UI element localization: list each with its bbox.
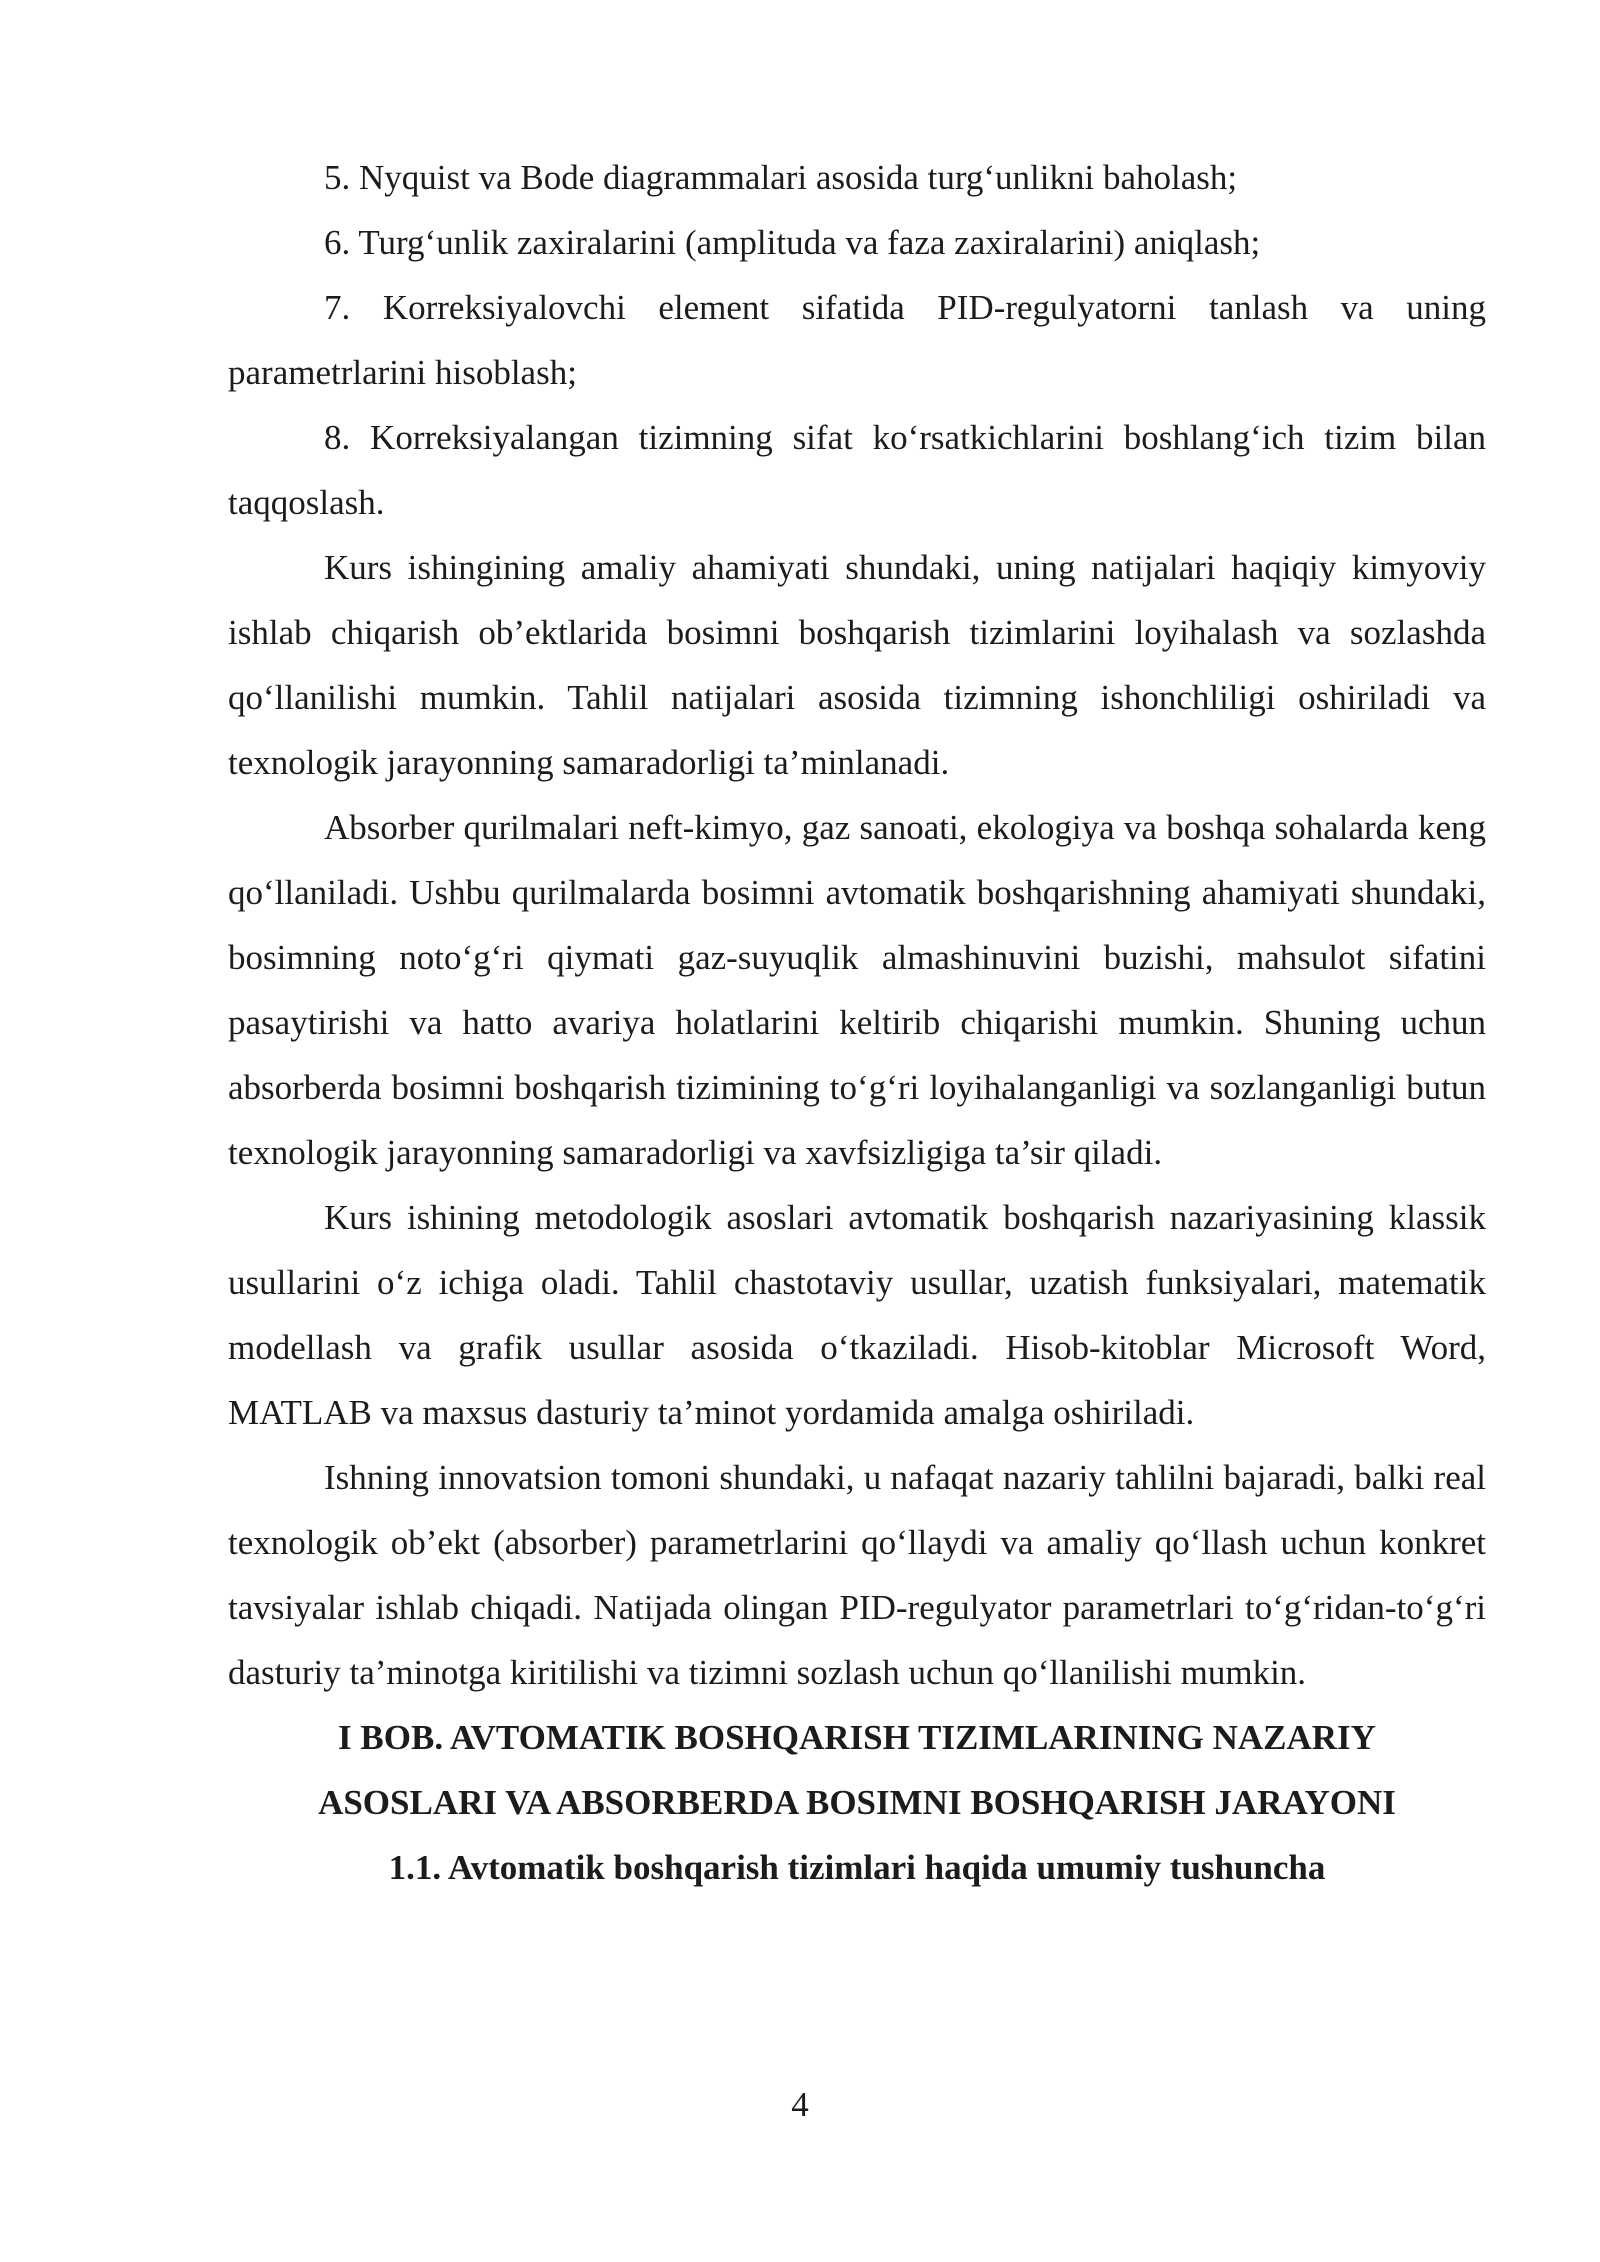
document-page bbox=[228, 145, 1486, 1900]
paragraph-methodology: Kurs ishining metodologik asoslari avtomatik boshqarish nazariyasining klassik usullarini o‘z ichiga oladi. Tahlil chastotaviy usullar, uzatish funksiyalari, matematik modellash va grafik usullar asosida o‘tkaziladi. Hisob-kitoblar Microsoft Word, MATLAB va maxsus dasturiy ta’minot yordamida amalga oshiriladi. bbox=[228, 1198, 1486, 1432]
paragraph-innovation: Ishning innovatsion tomoni shundaki, u nafaqat nazariy tahlilni bajaradi, balki real texnologik ob’ekt (absorber) parametrlarini qo‘llaydi va amaliy qo‘llash uchun konkret tavsiyalar ishlab chiqadi. Natijada olingan PID-regulyator parametrlari to‘g‘ridan-to‘g‘ri dasturiy ta’minotga kiritilishi va tizimni sozlash uchun qo‘llanilishi mumkin. bbox=[228, 1458, 1486, 1692]
page-number: 4 bbox=[791, 2085, 809, 2124]
paragraph-practical-significance: Kurs ishingining amaliy ahamiyati shundaki, uning natijalari haqiqiy kimyoviy ishlab chiqarish ob’ektlarida bosimni boshqarish tizimlarini loyihalash va sozlashda qo‘llanilishi mumkin. Tahlil natijalari asosida tizimning ishonchliligi oshiriladi va texnologik jarayonning samaradorligi ta’minlanadi. bbox=[228, 548, 1486, 782]
list-item-pid-selection: 7. Korreksiyalovchi element sifatida PID-regulyatorni tanlash va uning parametrlarini hisoblash; bbox=[228, 288, 1486, 392]
section-heading: 1.1. Avtomatik boshqarish tizimlari haqida umumiy tushuncha bbox=[388, 1848, 1326, 1887]
paragraph-absorber-importance: Absorber qurilmalari neft-kimyo, gaz sanoati, ekologiya va boshqa sohalarda keng qo‘llaniladi. Ushbu qurilmalarda bosimni avtomatik boshqarishning ahamiyati shundaki, bosimning noto‘g‘ri qiymati gaz-suyuqlik almashinuvini buzishi, mahsulot sifatini pasaytirishi va hatto avariya holatlarini keltirib chiqarishi mumkin. Shuning uchun absorberda bosimni boshqarish tizimining to‘g‘ri loyihalanganligi va sozlanganligi butun texnologik jarayonning samaradorligi va xavfsizligiga ta’sir qiladi. bbox=[228, 808, 1486, 1172]
chapter-heading bbox=[228, 1705, 1486, 1835]
list-item-nyquist-bode: 5. Nyquist va Bode diagrammalari asosida turg‘unlikni baholash; bbox=[324, 158, 1238, 197]
chapter-heading-line-2: ASOSLARI VA ABSORBERDA BOSIMNI BOSHQARISH JARAYONI bbox=[318, 1783, 1396, 1822]
chapter-heading-line-1: I BOB. AVTOMATIK BOSHQARISH TIZIMLARINING NAZARIY bbox=[338, 1718, 1376, 1757]
list-item-comparison: 8. Korreksiyalangan tizimning sifat ko‘rsatkichlarini boshlang‘ich tizim bilan taqqoslash. bbox=[228, 418, 1486, 522]
list-item-stability-margins: 6. Turg‘unlik zaxiralarini (amplituda va faza zaxiralarini) aniqlash; bbox=[324, 223, 1261, 262]
